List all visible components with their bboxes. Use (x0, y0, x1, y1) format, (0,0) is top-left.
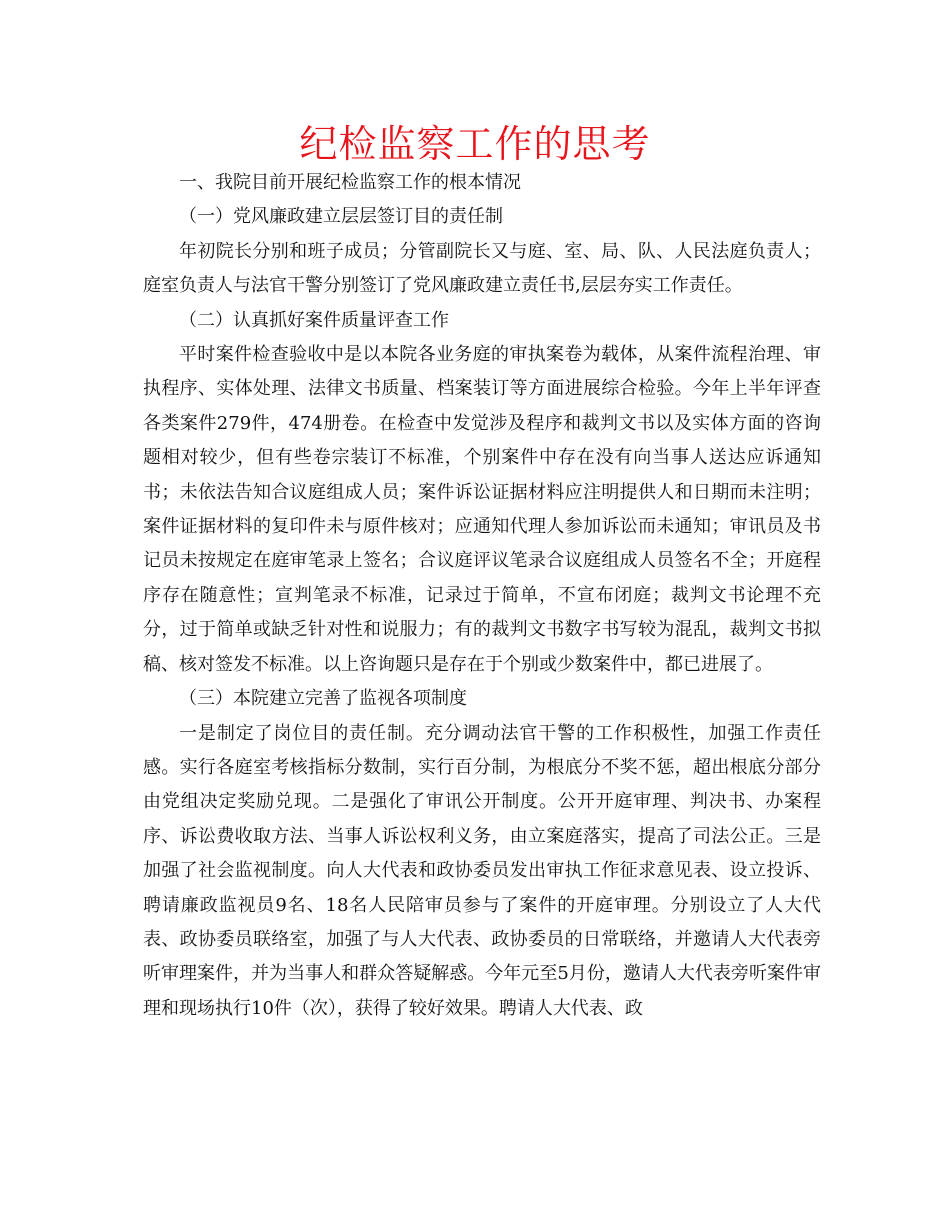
subsection-heading-2: （二）认真抓好案件质量评查工作 (179, 309, 449, 331)
paragraph-case-review: 平时案件检查验收中是以本院各业务庭的审执案卷为载体，从案件流程治理、审执程序、实体处理、法律文书质量、档案装订等方面进展综合检验。今年上半年评查各类案件279件，474册卷。在检查中发觉涉及程序和裁判文书以及实体方面的咨询题相对较少，但有些卷宗装订不标准，个别案件中存在没有向当事人送达应诉通知书；未依法告知合议庭组成人员；案件诉讼证据材料应注明提供人和日期而未注明；案件证据材料的复印件未与原件核对；应通知代理人参加诉讼而未通知；审讯员及书记员未按规定在庭审笔录上签名；合议庭评议笔录合议庭组成人员签名不全；开庭程序存在随意性；宣判笔录不标准，记录过于简单，不宣布闭庭；裁判文书论理不充分，过于简单或缺乏针对性和说服力；有的裁判文书数字书写较为混乱，裁判文书拟稿、核对签发不标准。以上咨询题只是存在于个别或少数案件中，都已进展了。 (143, 344, 821, 675)
section-heading-1: 一、我院目前开展纪检监察工作的根本情况 (179, 172, 521, 193)
document-title: 纪检监察工作的思考 (299, 122, 651, 166)
document-body (143, 166, 821, 1026)
paragraph-supervision: 一是制定了岗位目的责任制。充分调动法官干警的工作积极性，加强工作责任感。实行各庭室考核指标分数制，实行百分制，为根底分不奖不惩，超出根底分部分由党组决定奖励兑现。二是强化了审讯公开制度。公开开庭审理、判决书、办案程序、诉讼费收取方法、当事人诉讼权利义务，由立案庭落实，提高了司法公正。三是加强了社会监视制度。向人大代表和政协委员发出审执工作征求意见表、设立投诉、聘请廉政监视员9名、18名人民陪审员参与了案件的开庭审理。分别设立了人大代表、政协委员联络室，加强了与人大代表、政协委员的日常联络，并邀请人大代表旁听审理案件，并为当事人和群众答疑解惑。今年元至5月份，邀请人大代表旁听案件审理和现场执行10件（次），获得了较好效果。聘请人大代表、政 (143, 722, 821, 1019)
subsection-heading-1: （一）党风廉政建立层层签订目的责任制 (179, 206, 503, 228)
subsection-heading-3: （三）本院建立完善了监视各项制度 (179, 688, 467, 710)
paragraph-responsibility: 年初院长分别和班子成员；分管副院长又与庭、室、局、队、人民法庭负责人；庭室负责人与法官干警分别签订了党风廉政建立责任书,层层夯实工作责任。 (143, 240, 821, 297)
